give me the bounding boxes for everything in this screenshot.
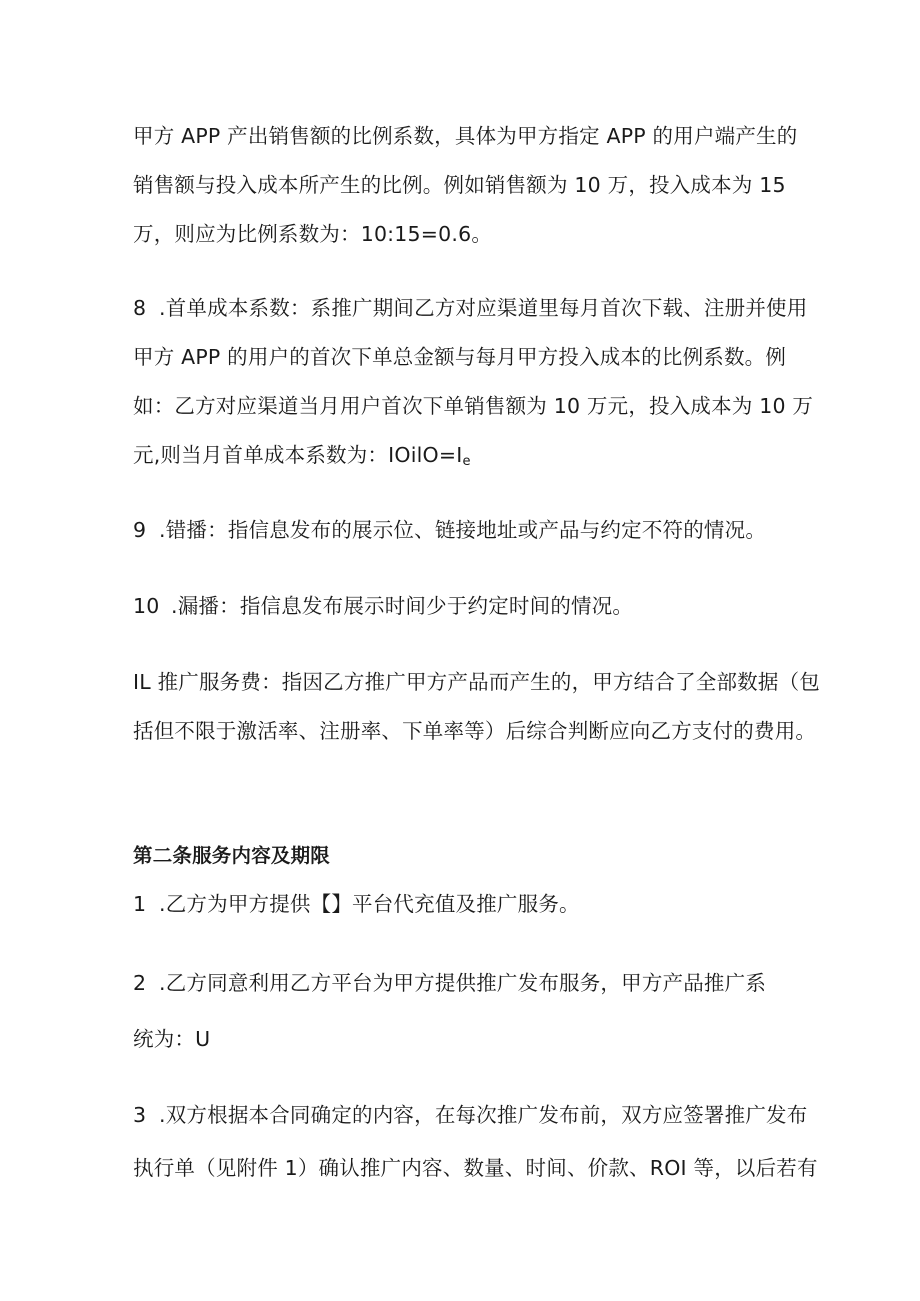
- paragraph-line: 万，则应为比例系数为：10:15=0.6。: [133, 222, 493, 246]
- list-item-10: [133, 592, 633, 620]
- clause-1: [133, 890, 580, 918]
- list-number: 9: [133, 518, 147, 542]
- list-number: 2: [133, 971, 147, 995]
- list-item-9: [133, 516, 766, 544]
- list-number: 10: [133, 594, 160, 618]
- list-item-text: .漏播：指信息发布展示时间少于约定时间的情况。: [171, 594, 634, 618]
- list-number: 3: [133, 1103, 147, 1127]
- paragraph-line: [133, 441, 471, 476]
- list-item-8: [133, 294, 807, 322]
- clause-2: [133, 969, 766, 997]
- list-item-text: .错播：指信息发布的展示位、链接地址或产品与约定不符的情况。: [159, 518, 767, 542]
- list-number: 1: [133, 892, 147, 916]
- paragraph-line: 括但不限于激活率、注册率、下单率等）后综合判断应向乙方支付的费用。: [133, 719, 817, 743]
- paragraph-line: 销售额与投入成本所产生的比例。例如销售额为 10 万，投入成本为 15: [133, 173, 786, 197]
- clause-3: [133, 1101, 807, 1129]
- list-item-11: IL 推广服务费：指因乙方推广甲方产品而产生的，甲方结合了全部数据（包: [133, 670, 820, 694]
- section-heading: 第二条服务内容及期限: [133, 844, 331, 867]
- paragraph-line: 如：乙方对应渠道当月用户首次下单销售额为 10 万元，投入成本为 10 万: [133, 394, 814, 418]
- paragraph-line: 统为：U: [133, 1027, 211, 1051]
- list-item-text: .乙方为甲方提供【】平台代充值及推广服务。: [159, 892, 580, 916]
- paragraph-line: 执行单（见附件 1）确认推广内容、数量、时间、价款、ROI 等，以后若有: [133, 1156, 818, 1180]
- paragraph-line: 甲方 APP 产出销售额的比例系数，具体为甲方指定 APP 的用户端产生的: [133, 124, 798, 148]
- formula-text: 元,则当月首单成本系数为：IOilO=I: [133, 443, 463, 467]
- list-number: 8: [133, 296, 147, 320]
- list-item-text: .双方根据本合同确定的内容，在每次推广发布前，双方应签署推广发布: [159, 1103, 808, 1127]
- list-item-text: .乙方同意利用乙方平台为甲方提供推广发布服务，甲方产品推广系: [159, 971, 767, 995]
- formula-subscript: e: [462, 454, 471, 469]
- list-item-text: .首单成本系数：系推广期间乙方对应渠道里每月首次下载、注册并使用: [159, 296, 808, 320]
- paragraph-line: 甲方 APP 的用户的首次下单总金额与每月甲方投入成本的比例系数。例: [133, 345, 787, 369]
